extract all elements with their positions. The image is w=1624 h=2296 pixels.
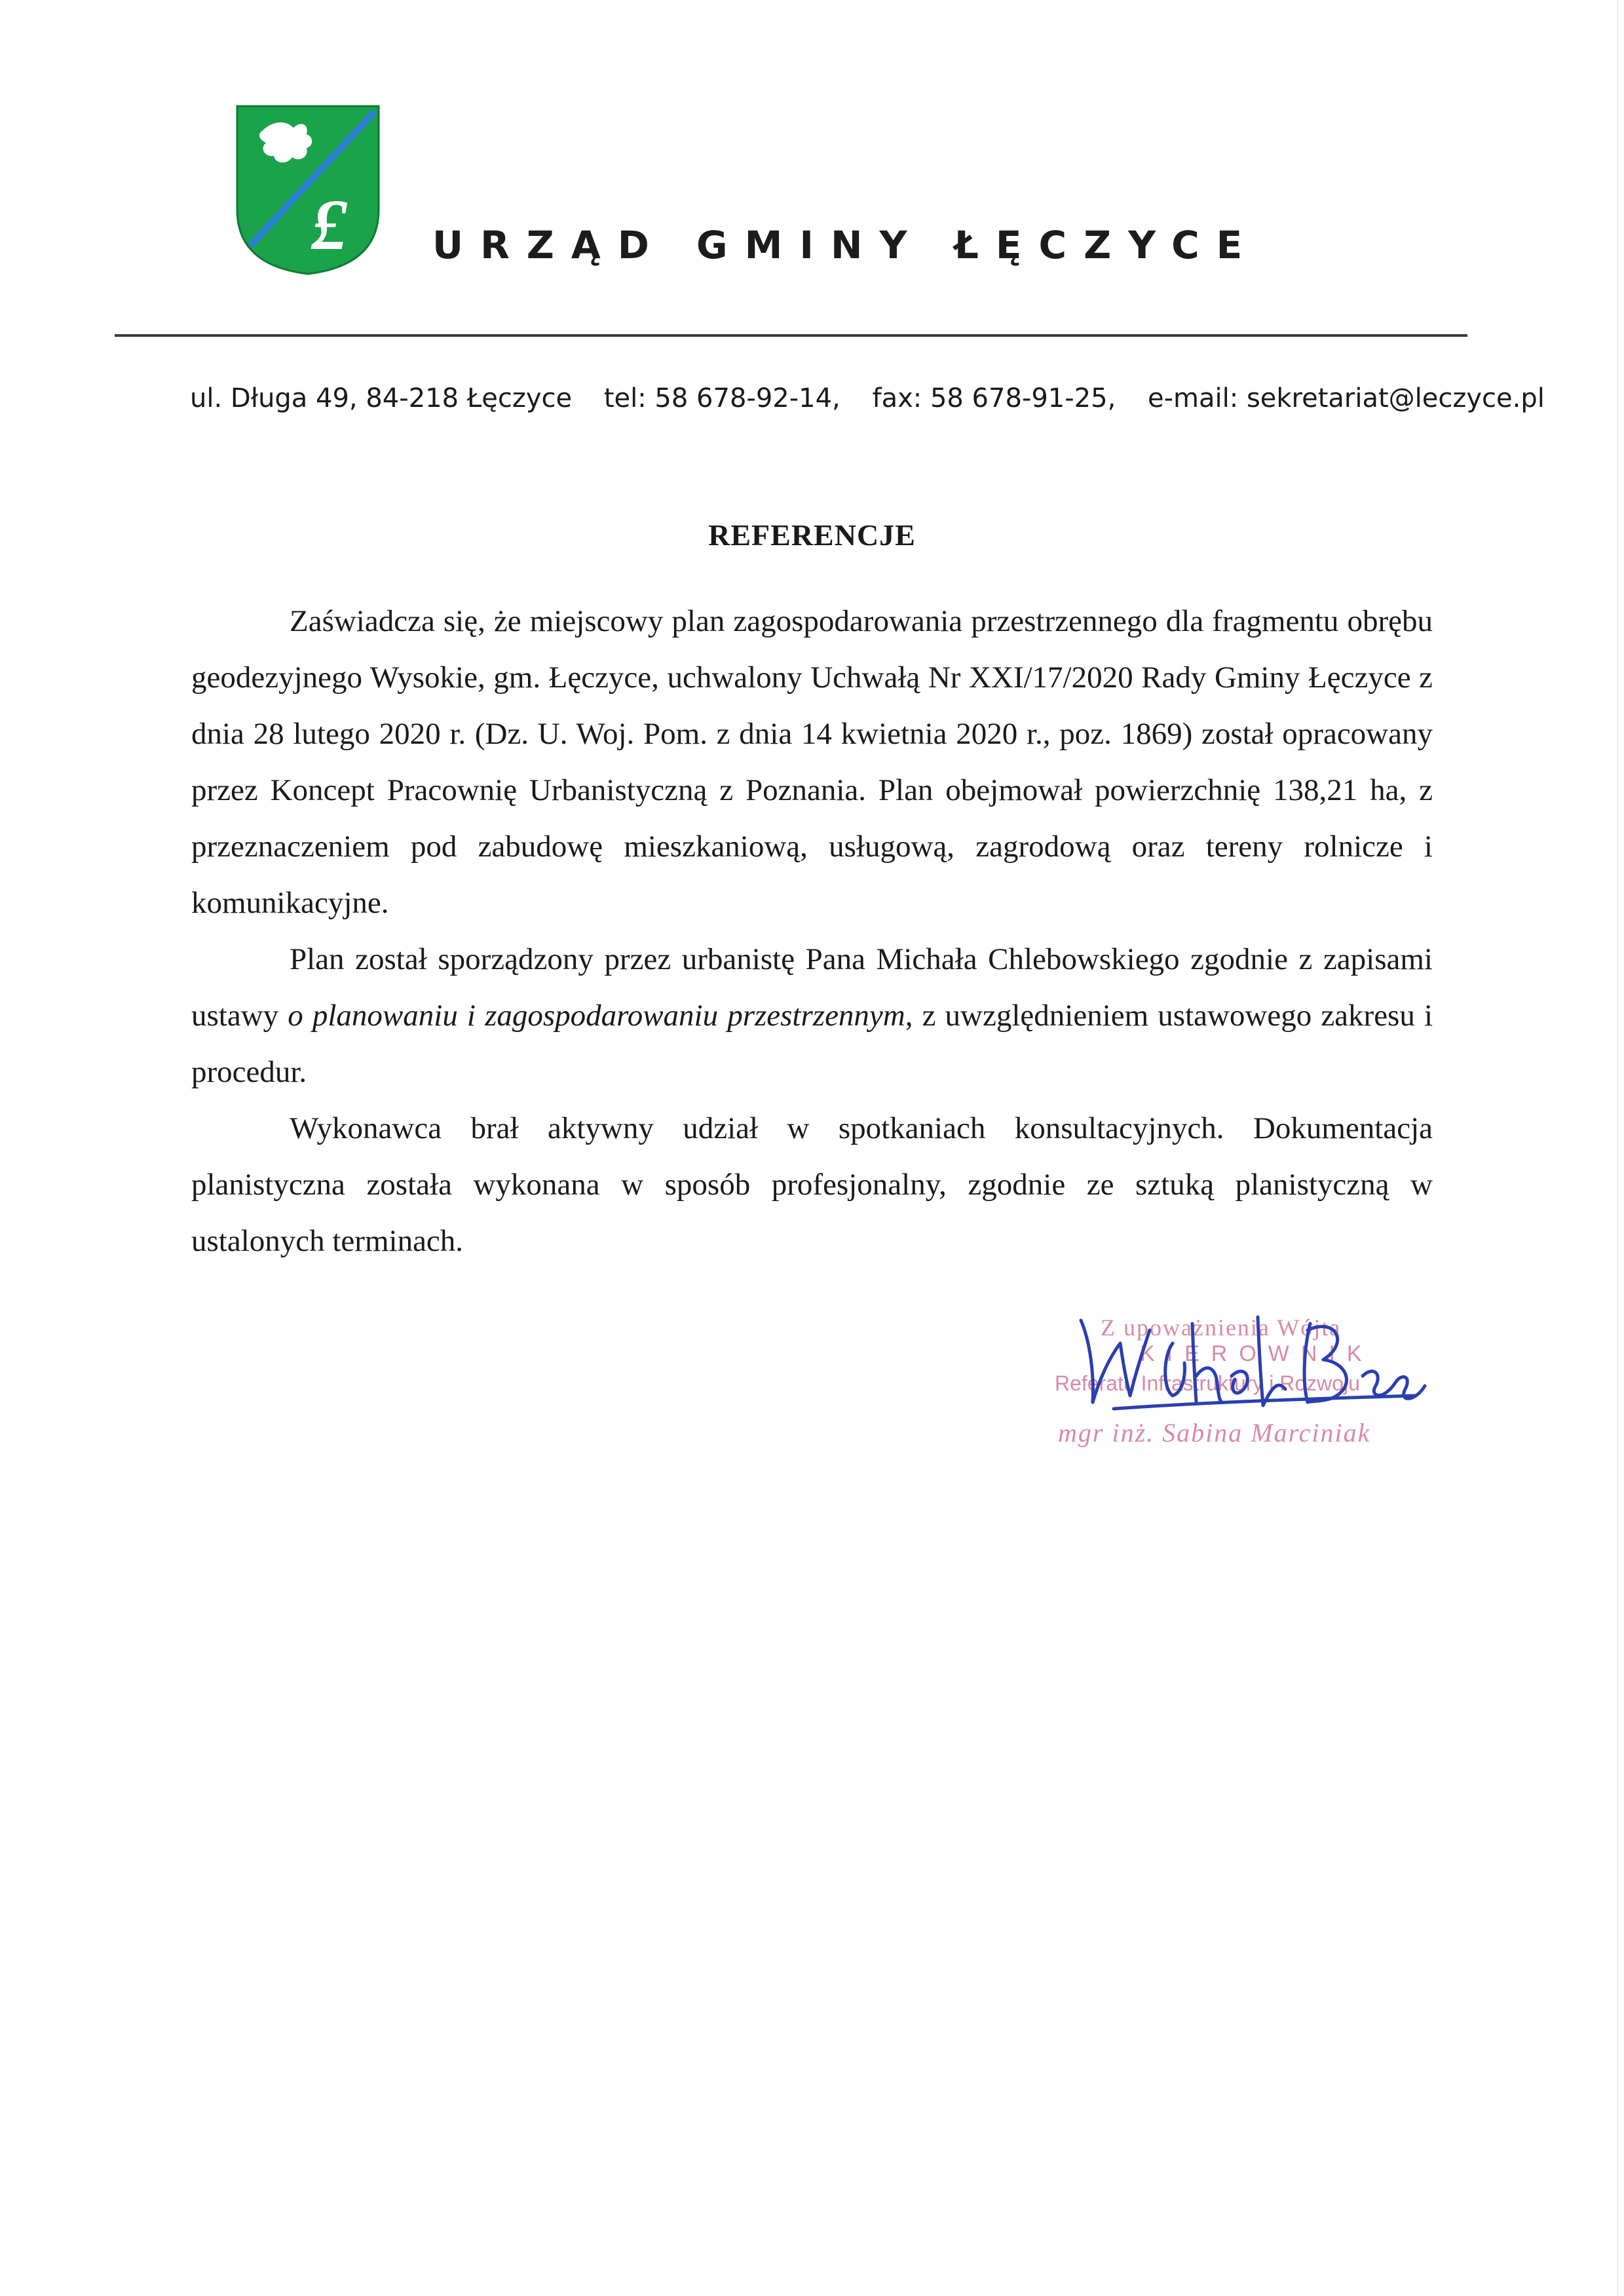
stamp-position: KIEROWNIK: [1140, 1341, 1374, 1366]
handwritten-signature: [1074, 1304, 1428, 1415]
scan-edge: [1617, 0, 1618, 2296]
coat-of-arms-logo: [236, 105, 380, 275]
header-divider: [115, 334, 1467, 337]
phone-text: tel: 58 678-92-14,: [603, 383, 840, 413]
paragraph-2-start: Plan został sporządzony przez urbanistę Pana Michała Chlebowskiego zgodnie z zapisami ustawy: [191, 942, 1433, 1033]
document-body: [191, 593, 1433, 1269]
paragraph-1: Zaświadcza się, że miejscowy plan zagospodarowania przestrzennego dla fragmentu obrębu geodezyjnego Wysokie, gm. Łęczyce, uchwalony Uchwałą Nr XXI/17/2020 Rady Gminy Łęczyce z dnia 28 lutego 2020 r. (Dz. U. Woj. Pom. z dnia 14 kwietnia 2020 r., poz. 1869) został opracowany przez Koncept Pracownię Urbanistyczną z Poznania. Plan obejmował powierzchnię 138,21 ha, z przeznaczeniem pod zabudowę mieszkaniową, usługową, zagrodową oraz tereny rolnicze i komunikacyjne.: [191, 604, 1433, 920]
stamp-department: Referatu Infrastruktury i Rozwoju: [1055, 1371, 1360, 1395]
stamp-authorization: Z upoważnienia Wójta: [1101, 1314, 1342, 1341]
act-title: o planowaniu i zagospodarowaniu przestrzennym: [288, 999, 905, 1033]
paragraph-2-end: , z uwzględnieniem ustawowego zakresu i procedur.: [191, 999, 1433, 1089]
fax-text: fax: 58 678-91-25,: [872, 383, 1116, 413]
paragraph-3: Wykonawca brał aktywny udział w spotkaniach konsultacyjnych. Dokumentacja planistyczna została wykonana w sposób profesjonalny, zgodnie ze sztuką planistyczną w ustalonych terminach.: [191, 1111, 1433, 1258]
document-title: REFERENCJE: [708, 518, 916, 552]
address-text: ul. Długa 49, 84-218 Łęczyce: [190, 383, 573, 413]
contact-line: [190, 383, 1545, 413]
svg-text:£: £: [311, 185, 347, 265]
email-text: e-mail: sekretariat@leczyce.pl: [1148, 383, 1545, 413]
stamp-signatory-name: mgr inż. Sabina Marciniak: [1058, 1418, 1371, 1447]
paragraph-2: [191, 931, 1433, 1100]
office-name: URZĄD GMINY ŁĘCZYCE: [432, 223, 1260, 267]
